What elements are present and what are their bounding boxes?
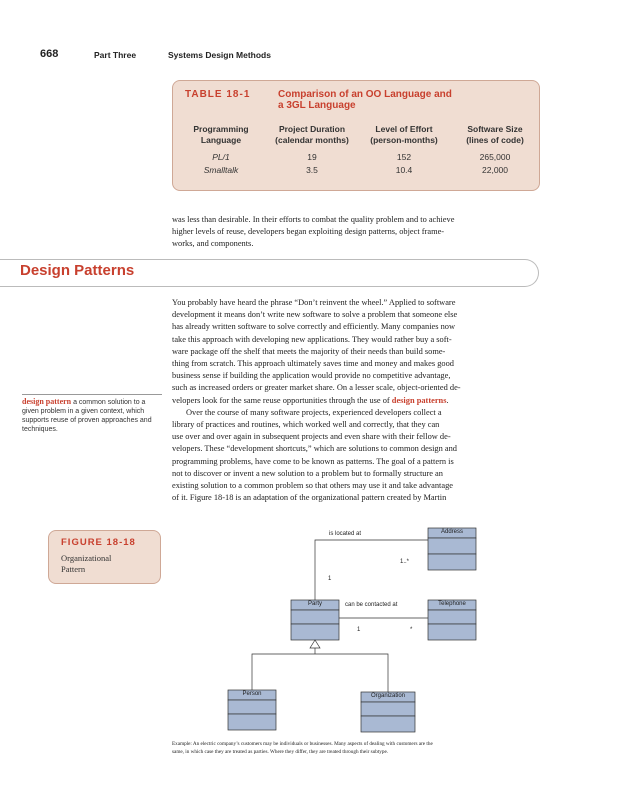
header-line: (lines of code) [466,135,524,145]
table-cell: 19 [307,152,317,162]
association-label-located: is located at [329,531,362,537]
text-line: velopers. These “development shortcuts,” which are solutions to common design and [172,444,457,454]
margin-term: design pattern [22,397,72,406]
text-line: has already written software to solve correctly and efficiently. Many companies now [172,322,456,332]
table-cell: 152 [396,152,412,162]
text-line: business sense if building the application would provide no competitive advantage, [172,371,451,381]
text-line: take this approach with developing new applications. They would rather buy a soft- [172,334,452,344]
table-cell: 10.4 [395,165,413,175]
text-line: not to discover or invent a new solution to a problem but to formally structure an [172,468,443,478]
header-line: Language [200,135,242,145]
multiplicity-address: 1..* [400,559,410,565]
text-line: ware package off the shelf that meets the majority of their needs than build some- [172,346,446,356]
text-line: of it. Figure 18-18 is an adaptation of the organizational pattern created by Martin [172,493,447,503]
association-label-contacted: can be contacted at [345,602,398,608]
figure-title-line: Pattern [61,564,86,574]
section-title: Design Patterns [20,262,135,279]
table-cell: PL/1 [212,152,230,162]
header-line: Programming [193,124,249,134]
header-line: Project Duration [278,124,346,134]
table-cell: 3.5 [306,165,318,175]
text-line: works, and components. [172,239,254,249]
text-line: higher levels of reuse, developers began exploiting design patterns, object frame- [172,227,445,237]
class-name-party: Party [307,601,322,607]
association-located [315,540,428,600]
figure-title-line: Organizational [61,553,112,563]
text-line: development it means don’t write new software to solve a problem that someone else [172,310,458,320]
text-span: velopers look for the same reuse opportunities through the use of [172,395,392,405]
table-title-line: a 3GL Language [278,100,356,111]
caption-line: same, in which case they are treated as parties. Where they differ, they are treated through their subtype. [172,749,389,755]
key-term: design patterns [391,395,447,405]
text-span: . [446,395,449,405]
text-line: Over the course of many software projects, experienced developers collect a [186,407,442,417]
caption-line: Example: An electric company’s customers may be individuals or businesses. Many aspects of dealing with customers are the [172,741,433,747]
table-number: TABLE 18-1 [185,89,251,100]
text-line: use over and over again in subsequent projects and even share with their fellow de- [172,432,451,442]
table-cell: 265,000 [479,152,511,162]
class-name-telephone: Telephone [438,601,466,607]
text-line: such as increased orders or greater market share. On a lesser scale, object-oriented de- [172,383,461,393]
class-name-organization: Organization [370,693,406,699]
text-line: thing from scratch. This approach ultimately saves time and money and makes good [172,359,454,369]
text-line: programming problems, have come to be known as patterns. The goal of a pattern is [172,456,454,466]
margin-definition: a common solution to a given problem in a given context, which supports reuse of proven approaches and techniques. [22,399,152,433]
figure-caption [172,740,542,756]
header-line: (calendar months) [275,135,349,145]
table-cell: Smalltalk [203,165,239,175]
multiplicity-telephone: * [410,627,413,633]
class-name-address: Address [440,529,463,535]
header-line: (person-months) [370,135,438,145]
chapter-label: Systems Design Methods [168,50,271,60]
figure-number: FIGURE 18-18 [61,537,136,548]
text-line: library of practices and routines, which worked well and correctly, that they can [172,420,440,430]
generalization-arrow [310,640,320,648]
multiplicity-party-top: 1 [328,576,332,582]
header-line: Level of Effort [375,124,433,134]
class-name-person: Person [242,691,262,697]
header-line: Software Size [467,124,523,134]
text-line: existing solution to a common problem so that others may use it and take advantage [172,481,453,491]
generalization-branch [252,654,388,692]
table-title-line: Comparison of an OO Language and [278,89,452,100]
text-line: You probably have heard the phrase “Don’t reinvent the wheel.” Applied to software [172,298,456,307]
part-label: Part Three [94,50,137,60]
table-cell: 22,000 [482,165,508,175]
page-number: 668 [40,48,59,60]
multiplicity-party-right: 1 [357,627,361,633]
text-line: was less than desirable. In their efforts to combat the quality problem and to achieve [172,215,455,224]
